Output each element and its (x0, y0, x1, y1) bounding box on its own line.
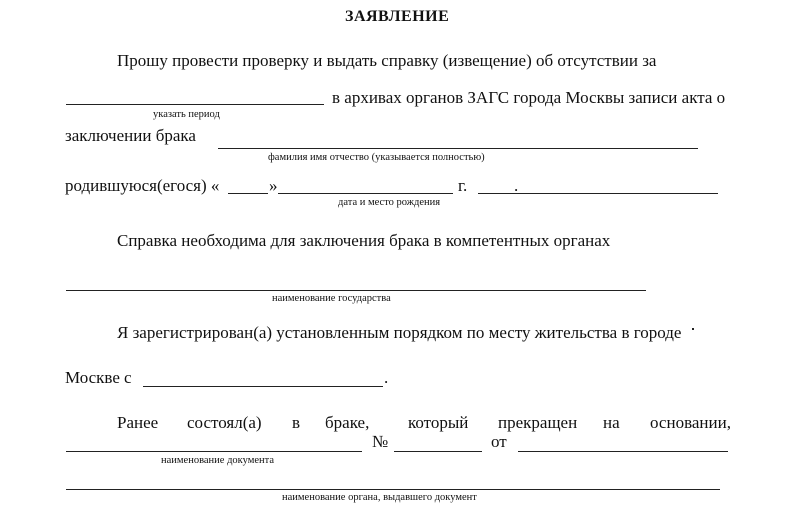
period-caption: указать период (153, 109, 220, 120)
full-name-field[interactable] (218, 148, 698, 149)
since-label: с (124, 368, 132, 387)
birth-caption: дата и место рождения (338, 197, 441, 208)
purpose-text: Справка необходима для заключения брака в компетентных органах (117, 231, 611, 250)
previous-marriage-word: который (408, 413, 469, 432)
previous-marriage-word: в (292, 413, 301, 432)
birth-month-field[interactable] (278, 193, 453, 194)
state-field[interactable] (66, 290, 646, 291)
scan-mark (692, 328, 694, 330)
period-field[interactable] (66, 104, 324, 105)
previous-marriage-word: прекращен (498, 413, 578, 432)
document-date-field[interactable] (518, 451, 728, 452)
request-text-line1: Прошу провести проверку и выдать справку (извещение) об отсутствии за (117, 51, 657, 70)
registration-date-field[interactable] (143, 386, 383, 387)
born-close-quote: » (269, 176, 278, 195)
previous-marriage-word: на (603, 413, 620, 432)
issuing-organ-field[interactable] (66, 489, 720, 490)
document-number-field[interactable] (394, 451, 482, 452)
request-text-line2: в архивах органов ЗАГС города Москвы записи акта о (332, 88, 726, 107)
state-caption: наименование государства (272, 293, 391, 304)
previous-marriage-word: Ранее (117, 413, 159, 432)
year-label: г. (458, 176, 468, 195)
registration-end-dot: . (384, 368, 389, 387)
previous-marriage-word: состоял(а) (187, 413, 262, 432)
moscow-label: Москве (65, 368, 120, 387)
registration-text: Я зарегистрирован(а) установленным порядком по месту жительства в городе (117, 323, 682, 342)
issuing-organ-caption: наименование органа, выдавшего документ (282, 492, 477, 503)
born-label: родившуюся(егося) « (65, 176, 220, 195)
previous-marriage-word: браке, (325, 413, 370, 432)
from-label: от (491, 432, 507, 451)
document-title: ЗАЯВЛЕНИЕ (345, 8, 450, 25)
number-sign: № (372, 432, 389, 451)
birth-dot: . (514, 176, 519, 195)
birth-day-field[interactable] (228, 193, 268, 194)
previous-marriage-word: основании, (650, 413, 731, 432)
full-name-caption: фамилия имя отчество (указывается полностью) (268, 152, 485, 163)
document-name-field[interactable] (66, 451, 362, 452)
marriage-label: заключении брака (65, 126, 196, 145)
document-name-caption: наименование документа (161, 455, 275, 466)
